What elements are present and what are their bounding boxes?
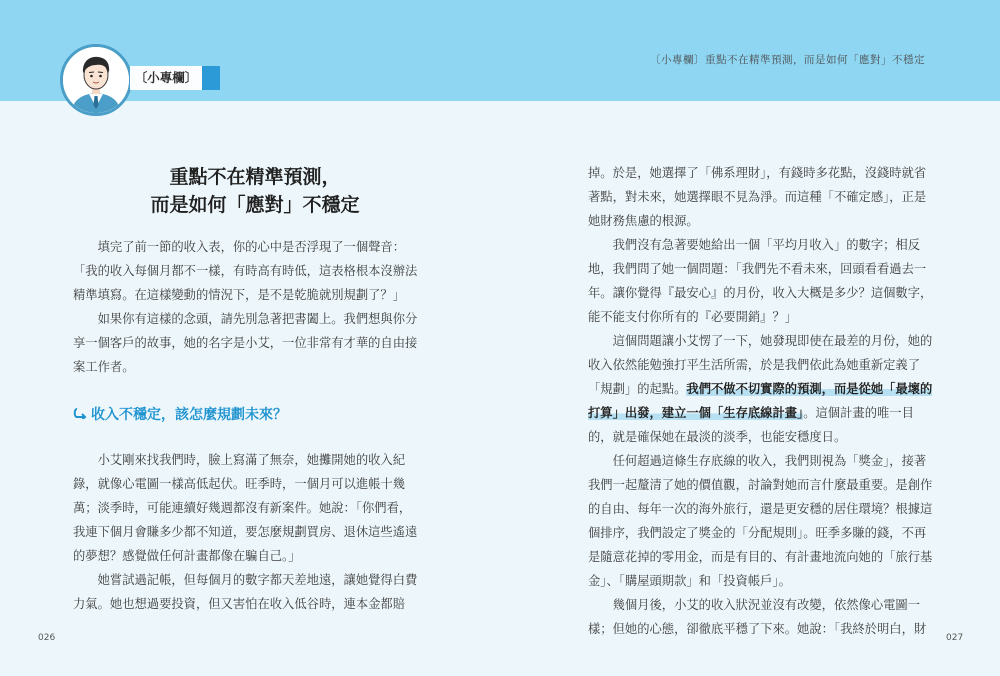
avatar bbox=[60, 44, 132, 116]
text-run: 。這個計畫的唯一目 bbox=[803, 406, 914, 420]
man-in-suit-avatar-icon bbox=[63, 47, 129, 113]
text-line: 她財務焦慮的根源。 bbox=[588, 214, 699, 228]
text-line: 金」、「購屋頭期款」和「投資帳戶」。 bbox=[588, 574, 791, 588]
text-line: 年。讓你覺得『最安心』的月份，收入大概是多少？這個數字， bbox=[588, 286, 933, 300]
text-line: 是隨意花掉的零用金，而是有目的、有計畫地流向她的「旅行基 bbox=[588, 550, 933, 564]
text-line: 我連下個月會賺多少都不知道，要怎麼規劃買房、退休這些遙遠 bbox=[73, 525, 418, 539]
text-line: 的，就是確保她在最淡的淡季，也能安穩度日。 bbox=[588, 430, 847, 444]
text-line: 這個問題讓小艾愣了一下，她發現即使在最差的月份，她的 bbox=[588, 334, 933, 348]
text-line: 案工作者。 bbox=[73, 360, 135, 374]
text-line: 的自由、每年一次的海外旅行，還是更安穩的居住環境？根據這 bbox=[588, 502, 933, 516]
text-line: 能不能支付你所有的『必要開銷』？」 bbox=[588, 310, 798, 324]
text-line: 錄，就像心電圖一樣高低起伏。旺季時，一個月可以進帳十幾 bbox=[73, 477, 406, 491]
text-line: 樣；但她的心態，卻徹底平穩了下來。她說：「我終於明白，財 bbox=[588, 622, 927, 636]
page-number-right: 027 bbox=[946, 633, 964, 643]
text-line: 精準填寫。在這樣變動的情況下，是不是乾脆就別規劃了？」 bbox=[73, 288, 406, 302]
column-tag bbox=[130, 66, 220, 90]
text-line: 填完了前一節的收入表，你的心中是否浮現了一個聲音： bbox=[73, 240, 406, 254]
text-line: 收入依然能勉強打平生活所需，於是我們依此為她重新定義了 bbox=[588, 358, 921, 372]
curved-arrow-icon bbox=[73, 403, 87, 427]
text-line: 如果你有這樣的念頭，請先別急著把書闔上。我們想與你分 bbox=[73, 312, 418, 326]
text-line: 享一個客戶的故事，她的名字是小艾，一位非常有才華的自由接 bbox=[73, 336, 418, 350]
text-line: 萬；淡季時，可能連續好幾週都沒有新案件。她說：「你們看， bbox=[73, 501, 412, 515]
text-line: 任何超過這條生存底線的收入，我們則視為「獎金」，接著 bbox=[588, 454, 927, 468]
page-title bbox=[100, 163, 410, 219]
text-line: 我們沒有急著要她給出一個「平均月收入」的數字；相反 bbox=[588, 238, 921, 252]
section-heading bbox=[73, 403, 418, 427]
text-run: 「規劃」的起點。 bbox=[588, 382, 687, 396]
title-line-2: 而是如何「應對」不穩定 bbox=[150, 194, 360, 216]
text-line: 「我的收入每個月都不一樣，有時高有時低，這表格根本沒辦法 bbox=[73, 264, 418, 278]
column-tag-label: 〔小專欄〕 bbox=[130, 66, 202, 90]
page-number-left: 026 bbox=[38, 633, 56, 643]
text-line: 她嘗試過記帳，但每個月的數字都天差地遠，讓她覺得白費 bbox=[73, 573, 418, 587]
left-text-column bbox=[73, 235, 418, 616]
text-line: 的夢想？感覺做任何計畫都像在騙自己。」 bbox=[73, 549, 301, 563]
text-line: 著點，對未來，她選擇眼不見為淨。而這種「不確定感」，正是 bbox=[588, 190, 927, 204]
text-line: 我們一起釐清了她的價值觀，討論對她而言什麼最重要。是創作 bbox=[588, 478, 933, 492]
text-line: 力氣。她也想過要投資，但又害怕在收入低谷時，連本金都賠 bbox=[73, 597, 406, 611]
highlighted-text: 我們不做不切實際的預測，而是從她「最壞的 bbox=[686, 381, 933, 396]
section-heading-text: 收入不穩定，該怎麼規劃未來？ bbox=[91, 407, 287, 423]
text-line: 掉。於是，她選擇了「佛系理財」，有錢時多花點，沒錢時就省 bbox=[588, 166, 927, 180]
right-text-column bbox=[588, 161, 931, 641]
text-line bbox=[588, 377, 931, 401]
text-line: 地，我們問了她一個問題：「我們先不看未來，回頭看看過去一 bbox=[588, 262, 927, 276]
highlighted-text: 打算」出發，建立一個「生存底線計畫」 bbox=[588, 405, 804, 420]
text-line: 個排序，我們設定了獎金的「分配規則」。旺季多賺的錢，不再 bbox=[588, 526, 927, 540]
text-line: 小艾剛來找我們時，臉上寫滿了無奈，她攤開她的收入紀 bbox=[73, 453, 406, 467]
text-line bbox=[588, 401, 931, 425]
title-line-1: 重點不在精準預測， bbox=[169, 166, 341, 188]
running-head: 〔小專欄〕重點不在精準預測，而是如何「應對」不穩定 bbox=[650, 54, 925, 66]
text-line: 幾個月後，小艾的收入狀況並沒有改變，依然像心電圖一 bbox=[588, 598, 921, 612]
